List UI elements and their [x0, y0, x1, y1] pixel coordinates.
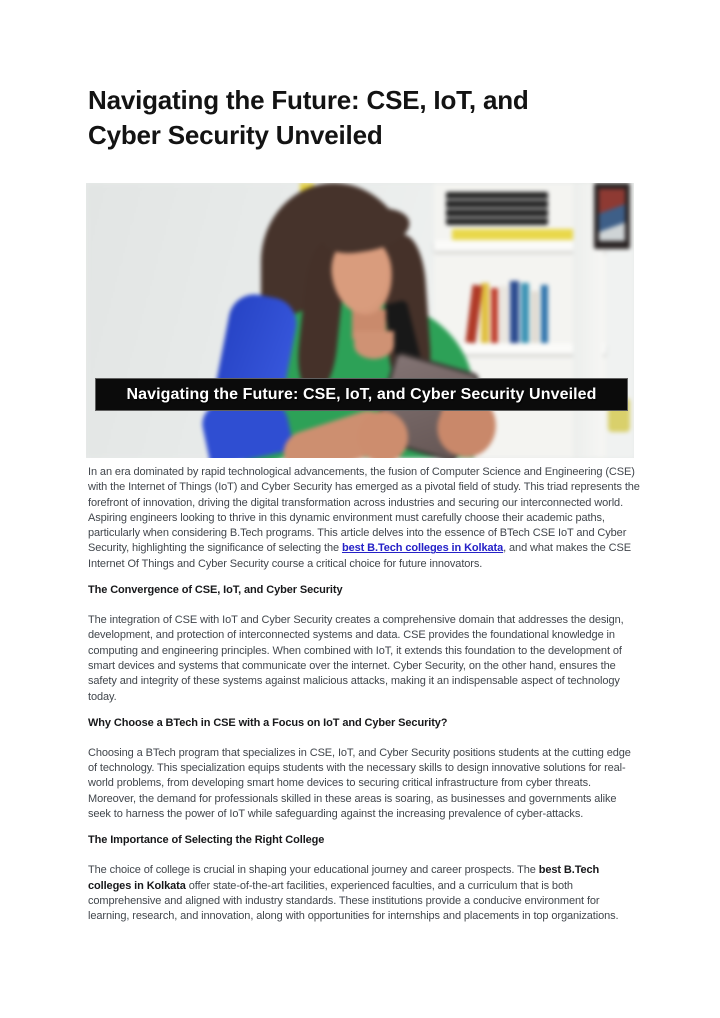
section-heading-right-college: The Importance of Selecting the Right College [88, 834, 325, 847]
page-title: Navigating the Future: CSE, IoT, and Cyber Security Unveiled [88, 85, 529, 150]
intro-text-before-link: In an era dominated by rapid technological advancements, the fusion of Computer Science and Engineering (CSE) with the Internet of Things (IoT) and Cyber Security has emerged as a pivotal field of study. This triad represents the forefront of innovation, driving the digital transformation across industries and securing our interconnected world. Aspiring engineers looking to thrive in this dynamic environment must carefully choose their academic paths, particularly when considering B.Tech programs. This article delves into the essence of BTech CSE IoT and Cyber Security, highlighting the significance of selecting the [88, 466, 640, 555]
image-caption-bar [95, 378, 628, 411]
best-btech-colleges-link[interactable]: best B.Tech colleges in Kolkata [341, 542, 504, 555]
tshirt-neckline [354, 331, 394, 359]
stereo-device [446, 192, 548, 225]
section-heading-why-choose: Why Choose a BTech in CSE with a Focus on IoT and Cyber Security? [88, 716, 448, 729]
intro-text-after-link: , and what makes the CSE Internet Of Things and Cyber Security course a critical choice for future innovators. [88, 542, 631, 570]
image-caption-text: Navigating the Future: CSE, IoT, and Cyber Security Unveiled [126, 385, 597, 403]
section-paragraph-convergence: The integration of CSE with IoT and Cyber Security creates a comprehensive domain that addresses the design, development, and protection of interconnected systems and data. CSE provides the foundational knowledge in computing and engineering principles. When combined with IoT, it extends this foundation to the development of smart devices and systems that communicate over the internet. Cyber Security, on the other hand, ensures the safety and integrity of these systems against malicious attacks, making it an indispensable aspect of technology today. [88, 614, 624, 703]
college-text-after-bold: offer state-of-the-art facilities, experienced faculties, and a curriculum that is both comprehensive and aligned with industry standards. These institutions provide a conducive environment for learning, research, and innovation, along with opportunities for internships and placements in top organizations. [88, 879, 619, 923]
hero-image [86, 183, 634, 458]
yellow-shelf-strip [452, 229, 574, 240]
article-body [88, 465, 640, 936]
college-text-before-bold: The choice of college is crucial in shaping your educational journey and career prospects. The [88, 864, 539, 877]
book-spines [469, 281, 561, 343]
section-paragraph-right-college [88, 863, 640, 924]
section-paragraph-why-choose: Choosing a BTech program that specializes in CSE, IoT, and Cyber Security positions students at the cutting edge of technology. This specialization equips students with the necessary skills to design innovative solutions for real-world problems, from developing smart home devices to securing critical infrastructure from cyber threats. Moreover, the demand for professionals skilled in these areas is soaring, as businesses and governments alike seek to harness the power of IoT while safeguarding against the increasing prevalence of cyber-attacks. [88, 746, 631, 821]
intro-paragraph [88, 465, 640, 572]
picture-frame [594, 183, 630, 249]
photo-scene [86, 183, 634, 458]
section-heading-convergence: The Convergence of CSE, IoT, and Cyber Security [88, 584, 343, 597]
bold-college-phrase: best B.Tech colleges in Kolkata [88, 864, 600, 892]
